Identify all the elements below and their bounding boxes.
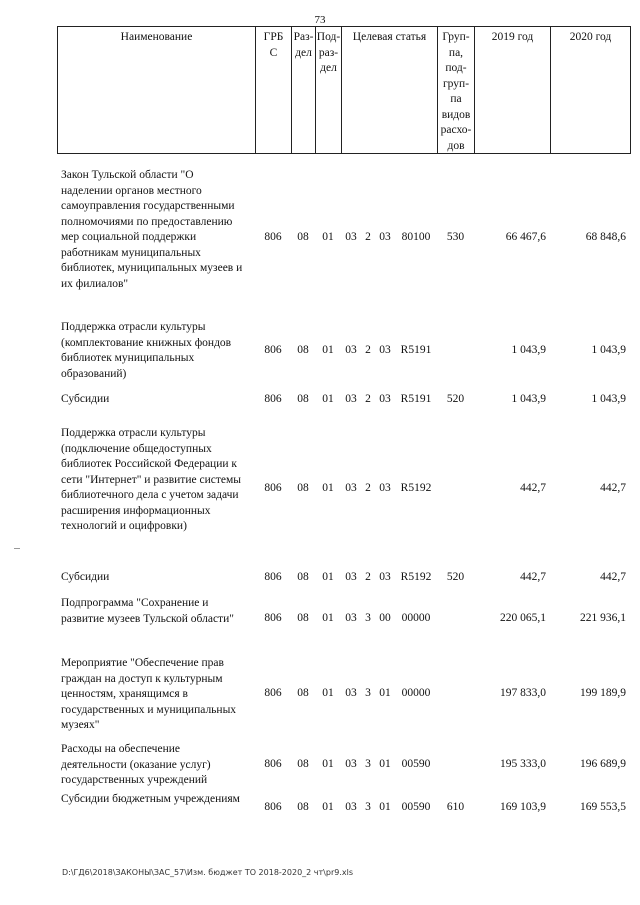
row-cs4: R5191 [400, 344, 432, 356]
row-cs1: 03 [345, 801, 357, 813]
header-grbs: ГРБ С [256, 27, 292, 153]
row-subsection: 01 [322, 801, 334, 813]
row-cs1: 03 [345, 482, 357, 494]
row-cs1: 03 [345, 344, 357, 356]
row-name: Поддержка отрасли культуры (подключение общедоступных библиотек Российской Федерации к сети "Интернет" и развитие системы библиотечного дела с учетом задачи расширения информационных технологий и оцифровки) [61, 427, 241, 532]
row-cs3: 00 [379, 612, 391, 624]
row-name: Закон Тульской области "О наделении органов местного самоуправления государственными полномочиями по предоставлению мер социальной поддержки работникам муниципальных библиотек, муниципальных музеев и их филиалов" [61, 169, 243, 290]
row-value-2020: 442,7 [600, 571, 626, 583]
row-section: 08 [297, 393, 309, 405]
row-cs2: 2 [365, 393, 371, 405]
row-expense-group: 530 [446, 231, 465, 243]
row-cs1: 03 [345, 393, 357, 405]
row-cs2: 3 [365, 687, 371, 699]
row-grbs: 806 [264, 571, 282, 583]
row-value-2020: 221 936,1 [580, 612, 626, 624]
row-cs4: 00000 [401, 687, 431, 699]
row-name: Подпрограмма "Сохранение и развитие музеев Тульской области" [61, 597, 234, 625]
row-section: 08 [297, 231, 309, 243]
row-grbs: 806 [264, 482, 282, 494]
row-name: Поддержка отрасли культуры (комплектование книжных фондов библиотек муниципальных образований) [61, 321, 232, 380]
row-grbs: 806 [264, 687, 282, 699]
row-value-2019: 195 333,0 [500, 758, 546, 770]
row-value-2020: 1 043,9 [591, 344, 626, 356]
row-section: 08 [297, 687, 309, 699]
scan-mark [14, 548, 20, 549]
table-row [57, 596, 631, 646]
row-cs2: 3 [365, 758, 371, 770]
row-section: 08 [297, 758, 309, 770]
table-row [57, 570, 631, 590]
row-grbs: 806 [264, 344, 282, 356]
row-value-2019: 197 833,0 [500, 687, 546, 699]
row-cs2: 2 [365, 571, 371, 583]
row-cs2: 2 [365, 482, 371, 494]
row-subsection: 01 [322, 393, 334, 405]
table-row [57, 742, 631, 792]
row-name: Расходы на обеспечение деятельности (оказание услуг) государственных учреждений [61, 743, 211, 786]
table-header [57, 26, 631, 154]
row-value-2020: 199 189,9 [580, 687, 626, 699]
row-cs3: 03 [379, 344, 391, 356]
row-subsection: 01 [322, 687, 334, 699]
file-path-footer: D:\ГД6\2018\ЗАКОНЫ\ЗАС_57\Изм. бюджет ТО 2018-2020_2 чт\pr9.xls [62, 868, 353, 877]
row-cs4: R5191 [400, 393, 432, 405]
header-section: Раз- дел [292, 27, 316, 153]
row-cs1: 03 [345, 687, 357, 699]
row-value-2019: 66 467,6 [505, 231, 546, 243]
row-section: 08 [297, 344, 309, 356]
row-grbs: 806 [264, 393, 282, 405]
row-section: 08 [297, 801, 309, 813]
row-cs4: 80100 [401, 231, 431, 243]
row-name: Субсидии [61, 571, 110, 583]
header-name: Наименование [58, 27, 256, 153]
header-year-2019: 2019 год [475, 27, 551, 153]
row-value-2019: 442,7 [520, 571, 546, 583]
table-row [57, 320, 631, 384]
row-cs2: 2 [365, 344, 371, 356]
row-cs3: 01 [379, 801, 391, 813]
row-grbs: 806 [264, 758, 282, 770]
header-subsection: Под- раз- дел [316, 27, 342, 153]
row-expense-group: 520 [446, 571, 465, 583]
row-value-2019: 169 103,9 [500, 801, 546, 813]
row-section: 08 [297, 571, 309, 583]
row-value-2019: 442,7 [520, 482, 546, 494]
row-value-2020: 196 689,9 [580, 758, 626, 770]
header-target-article: Целевая статья [342, 27, 438, 153]
row-cs4: R5192 [400, 571, 432, 583]
row-subsection: 01 [322, 571, 334, 583]
table-row [57, 168, 631, 308]
row-value-2020: 1 043,9 [591, 393, 626, 405]
row-grbs: 806 [264, 801, 282, 813]
row-value-2019: 1 043,9 [511, 344, 546, 356]
header-year-2020: 2020 год [569, 31, 612, 43]
table-row [57, 426, 631, 554]
page-number: 73 [314, 14, 326, 26]
row-subsection: 01 [322, 758, 334, 770]
row-name: Субсидии [61, 393, 110, 405]
row-cs3: 03 [379, 393, 391, 405]
row-section: 08 [297, 612, 309, 624]
row-value-2019: 1 043,9 [511, 393, 546, 405]
row-cs1: 03 [345, 612, 357, 624]
row-value-2020: 442,7 [600, 482, 626, 494]
row-cs4: 00590 [401, 801, 431, 813]
row-value-2019: 220 065,1 [500, 612, 546, 624]
row-expense-group: 610 [446, 801, 465, 813]
row-section: 08 [297, 482, 309, 494]
row-subsection: 01 [322, 482, 334, 494]
row-cs3: 01 [379, 758, 391, 770]
row-subsection: 01 [322, 612, 334, 624]
row-value-2020: 169 553,5 [580, 801, 626, 813]
row-cs3: 03 [379, 571, 391, 583]
row-cs4: 00590 [401, 758, 431, 770]
row-subsection: 01 [322, 344, 334, 356]
row-name: Мероприятие "Обеспечение прав граждан на доступ к культурным ценностям, хранящимся в государственных и муниципальных музеях" [61, 657, 237, 731]
row-expense-group: 520 [446, 393, 465, 405]
row-cs1: 03 [345, 571, 357, 583]
row-cs1: 03 [345, 231, 357, 243]
table-row [57, 392, 631, 412]
row-cs3: 03 [379, 231, 391, 243]
row-value-2020: 68 848,6 [585, 231, 626, 243]
row-cs1: 03 [345, 758, 357, 770]
row-name: Субсидии бюджетным учреждениям [61, 793, 240, 805]
row-grbs: 806 [264, 612, 282, 624]
table-row [57, 656, 631, 736]
row-grbs: 806 [264, 231, 282, 243]
row-cs3: 03 [379, 482, 391, 494]
row-cs4: R5192 [400, 482, 432, 494]
row-cs2: 2 [365, 231, 371, 243]
header-expense-group: Груп- па, под- груп- па видов расхо- дов [438, 27, 475, 153]
row-cs3: 01 [379, 687, 391, 699]
row-cs4: 00000 [401, 612, 431, 624]
row-cs2: 3 [365, 612, 371, 624]
table-row [57, 792, 631, 826]
row-cs2: 3 [365, 801, 371, 813]
row-subsection: 01 [322, 231, 334, 243]
